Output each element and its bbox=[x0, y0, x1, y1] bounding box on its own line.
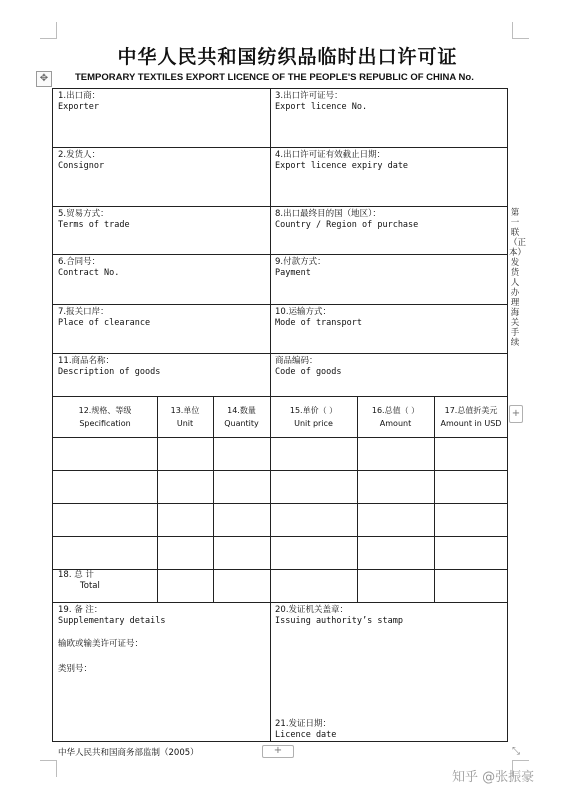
field-payment[interactable]: 9.付款方式： Payment bbox=[275, 257, 326, 278]
add-row-icon[interactable]: + bbox=[262, 745, 294, 758]
field-description-of-goods[interactable]: 11.商品名称： Description of goods bbox=[58, 356, 161, 377]
add-column-icon[interactable]: + bbox=[509, 405, 523, 423]
field-country-of-purchase[interactable]: 8.出口最终目的国（地区）： Country / Region of purchase bbox=[275, 209, 419, 230]
footer-issuer: 中华人民共和国商务部监制（2005） bbox=[58, 748, 199, 758]
table-move-handle-icon[interactable]: ✥ bbox=[36, 71, 52, 87]
column-header-unit: 13.单位 Unit bbox=[170, 406, 200, 428]
column-header-quantity: 14.数量 Quantity bbox=[224, 406, 259, 428]
field-consignor[interactable]: 2.发货人： Consignor bbox=[58, 150, 105, 171]
table-resize-icon[interactable]: ⤡ bbox=[512, 746, 520, 757]
watermark: 知乎 @张振豪 bbox=[452, 770, 535, 785]
column-header-unit-price: 15.单价（ ） Unit price bbox=[289, 406, 338, 428]
column-header-amount-usd: 17.总值折美元 Amount in USD bbox=[440, 406, 502, 428]
crop-mark-top-right bbox=[512, 22, 529, 39]
field-supplementary-details[interactable]: 19. 备 注： Supplementary details 输欧或输美许可证号： 类别号： bbox=[58, 605, 166, 674]
field-export-licence-no[interactable]: 3.出口许可证号： Export licence No. bbox=[275, 91, 368, 112]
document-subtitle: TEMPORARY TEXTILES EXPORT LICENCE OF THE PEOPLE'S REPUBLIC OF CHINA No. bbox=[75, 72, 474, 83]
crop-mark-bottom-left bbox=[40, 760, 57, 777]
field-contract-no[interactable]: 6.合同号： Contract No. bbox=[58, 257, 120, 278]
document-title: 中华人民共和国纺织品临时出口许可证 bbox=[117, 46, 458, 68]
field-issuing-authority-stamp[interactable]: 20.发证机关盖章： Issuing authority’s stamp bbox=[275, 605, 403, 626]
field-code-of-goods[interactable]: 商品编码： Code of goods bbox=[275, 356, 342, 377]
field-licence-expiry-date[interactable]: 4.出口许可证有效截止日期： Export licence expiry date bbox=[275, 150, 409, 171]
licence-form-table bbox=[52, 88, 508, 742]
field-terms-of-trade[interactable]: 5.贸易方式： Terms of trade bbox=[58, 209, 130, 230]
crop-mark-top-left bbox=[40, 22, 57, 39]
field-exporter[interactable]: 1.出口商： Exporter bbox=[58, 91, 101, 112]
field-licence-date[interactable]: 21.发证日期： Licence date bbox=[275, 719, 337, 740]
total-row-label: 18. 总 计 Total bbox=[58, 570, 100, 591]
field-place-of-clearance[interactable]: 7.报关口岸： Place of clearance bbox=[58, 307, 151, 328]
column-header-specification: 12.规格、等级 Specification bbox=[78, 406, 132, 428]
field-mode-of-transport[interactable]: 10.运输方式： Mode of transport bbox=[275, 307, 362, 328]
column-header-amount: 16.总值（ ） Amount bbox=[371, 406, 420, 428]
copy-note-vertical: 第一联（正本）发货人办理海关手续 bbox=[509, 208, 527, 348]
